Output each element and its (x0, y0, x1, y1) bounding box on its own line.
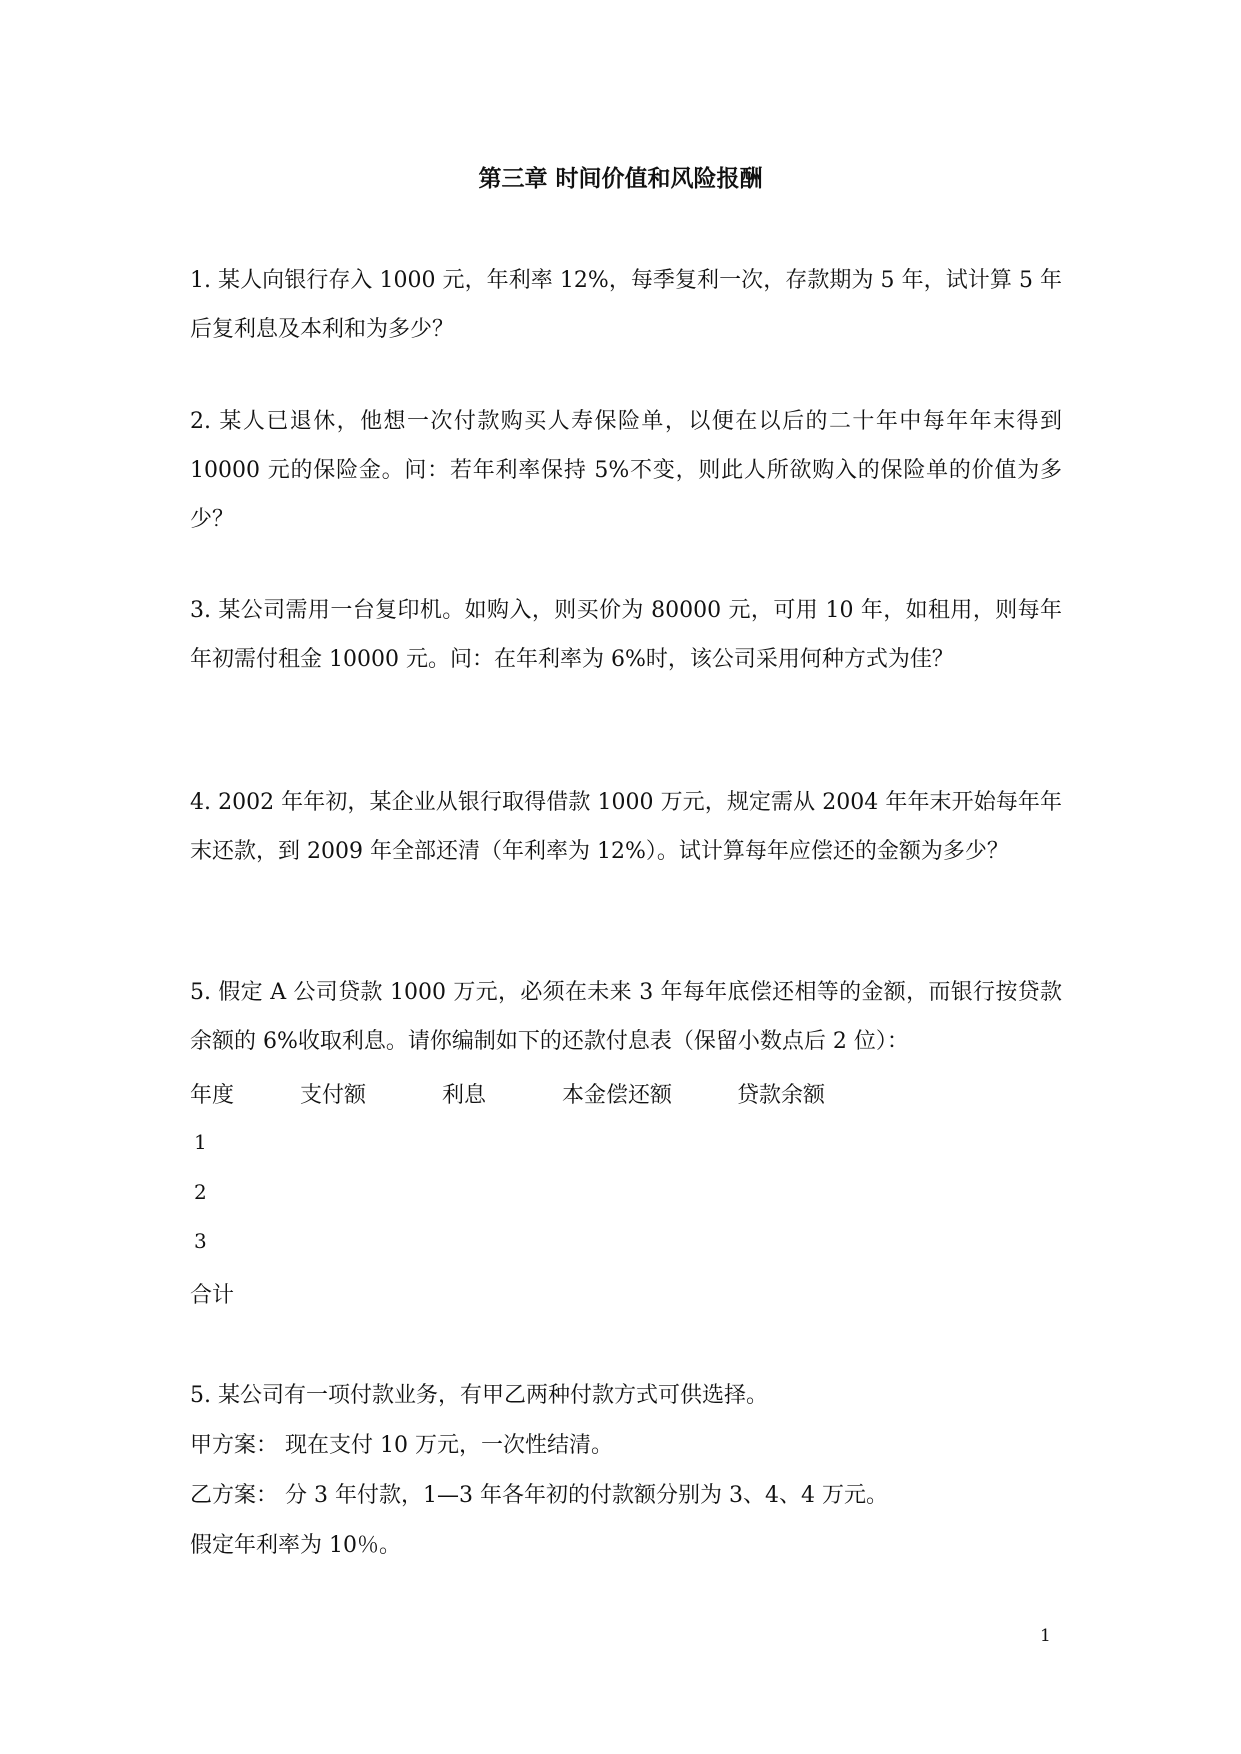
table-header-principal: 本金偿还额 (562, 1083, 673, 1108)
interest-rate-note: 假定年利率为 10％。 (190, 1533, 401, 1558)
table-header-year: 年度 (190, 1083, 235, 1108)
question-3: 3. 某公司需用一台复印机。如购入，则买价为 80000 元，可用 10 年，如租用，则每年年初需付租金 10000 元。问：在年利率为 6%时，该公司采用何种方式为佳？ (190, 598, 1062, 672)
plan-a: 甲方案： 现在支付 10 万元，一次性结清。 (190, 1433, 613, 1458)
question-2: 2. 某人已退休，他想一次付款购买人寿保险单，以便在以后的二十年中每年年末得到 10000 元的保险金。问：若年利率保持 5%不变，则此人所欲购入的保险单的价值为多少？ (190, 409, 1062, 532)
table-row-label: 合计 (190, 1283, 235, 1308)
table-row-label: 3 (194, 1229, 207, 1253)
chapter-title: 第三章 时间价值和风险报酬 (478, 166, 763, 192)
table-row-label: 2 (194, 1180, 207, 1204)
table-header-interest: 利息 (442, 1083, 487, 1108)
question-5: 5. 假定 A 公司贷款 1000 万元，必须在未来 3 年每年底偿还相等的金额，而银行按贷款余额的 6%收取利息。请你编制如下的还款付息表（保留小数点后 2 位）： (190, 980, 1062, 1054)
table-row-label: 1 (194, 1130, 207, 1154)
table-header-balance: 贷款余额 (737, 1083, 826, 1108)
question-1: 1. 某人向银行存入 1000 元，年利率 12%，每季复利一次，存款期为 5 年，试计算 5 年后复利息及本利和为多少？ (190, 268, 1062, 342)
plan-b: 乙方案： 分 3 年付款，1—3 年各年初的付款额分别为 3、4、4 万元。 (190, 1483, 888, 1508)
page-number: 1 (1040, 1626, 1051, 1646)
table-header-payment: 支付额 (300, 1083, 367, 1108)
question-6-intro: 5. 某公司有一项付款业务，有甲乙两种付款方式可供选择。 (190, 1383, 768, 1408)
question-4: 4. 2002 年年初，某企业从银行取得借款 1000 万元，规定需从 2004 年年末开始每年年末还款，到 2009 年全部还清（年利率为 12%）。试计算每年应偿还的金额为多少？ (190, 790, 1062, 864)
